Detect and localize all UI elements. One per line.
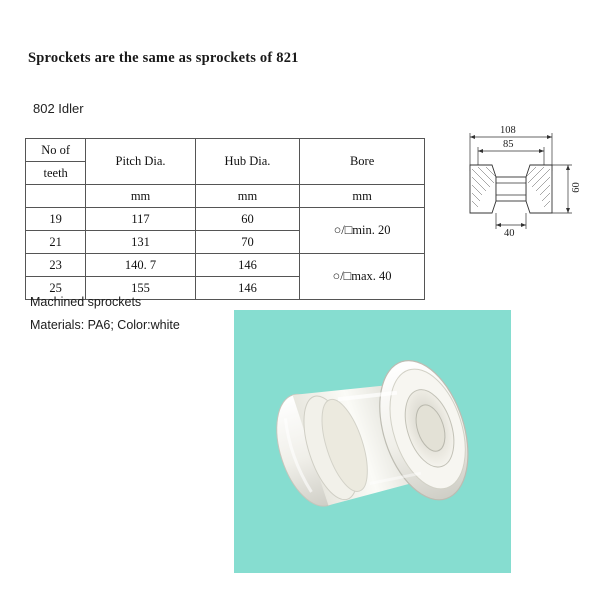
cell-hub: 60 bbox=[195, 208, 299, 231]
header-cell-bore: Bore bbox=[300, 139, 425, 185]
table-row bbox=[26, 254, 425, 277]
header-cell-pitch: Pitch Dia. bbox=[86, 139, 195, 185]
header-cell-teeth: No of bbox=[26, 139, 86, 162]
cell-hub: 70 bbox=[195, 231, 299, 254]
page-title: Sprockets are the same as sprockets of 821 bbox=[28, 50, 299, 66]
cell-teeth: 19 bbox=[26, 208, 86, 231]
unit-cell-hub: mm bbox=[195, 185, 299, 208]
caption-machined-sprockets: Machined sprockets bbox=[30, 295, 142, 309]
caption-materials: Materials: PA6; Color:white bbox=[30, 318, 180, 332]
cell-pitch: 155 bbox=[86, 277, 195, 300]
cell-teeth: 25 bbox=[26, 277, 86, 300]
drawing-svg bbox=[452, 125, 592, 285]
dimension-label-40: 40 bbox=[504, 228, 515, 239]
cell-bore-max: ○/□max. 40 bbox=[300, 254, 425, 300]
section-title: 802 Idler bbox=[33, 101, 84, 116]
cell-hub: 146 bbox=[195, 254, 299, 277]
unit-cell-teeth bbox=[26, 185, 86, 208]
cell-pitch: 140. 7 bbox=[86, 254, 195, 277]
header-cell-hub: Hub Dia. bbox=[195, 139, 299, 185]
table-row bbox=[26, 208, 425, 231]
cell-teeth: 21 bbox=[26, 231, 86, 254]
cell-pitch: 131 bbox=[86, 231, 195, 254]
table-units-row bbox=[26, 185, 425, 208]
dimension-label-60: 60 bbox=[570, 182, 582, 193]
header-cell-teeth-second: teeth bbox=[26, 162, 86, 185]
table-header-row bbox=[26, 139, 425, 162]
specification-table bbox=[25, 138, 425, 300]
dimension-label-108: 108 bbox=[500, 125, 516, 136]
unit-cell-pitch: mm bbox=[86, 185, 195, 208]
idler-sheave-illustration bbox=[234, 310, 511, 573]
technical-drawing bbox=[452, 125, 592, 285]
dimension-label-85: 85 bbox=[503, 139, 514, 150]
cell-pitch: 117 bbox=[86, 208, 195, 231]
cell-teeth: 23 bbox=[26, 254, 86, 277]
cell-bore-min: ○/□min. 20 bbox=[300, 208, 425, 254]
product-photo bbox=[234, 310, 511, 573]
cell-hub: 146 bbox=[195, 277, 299, 300]
unit-cell-bore: mm bbox=[300, 185, 425, 208]
